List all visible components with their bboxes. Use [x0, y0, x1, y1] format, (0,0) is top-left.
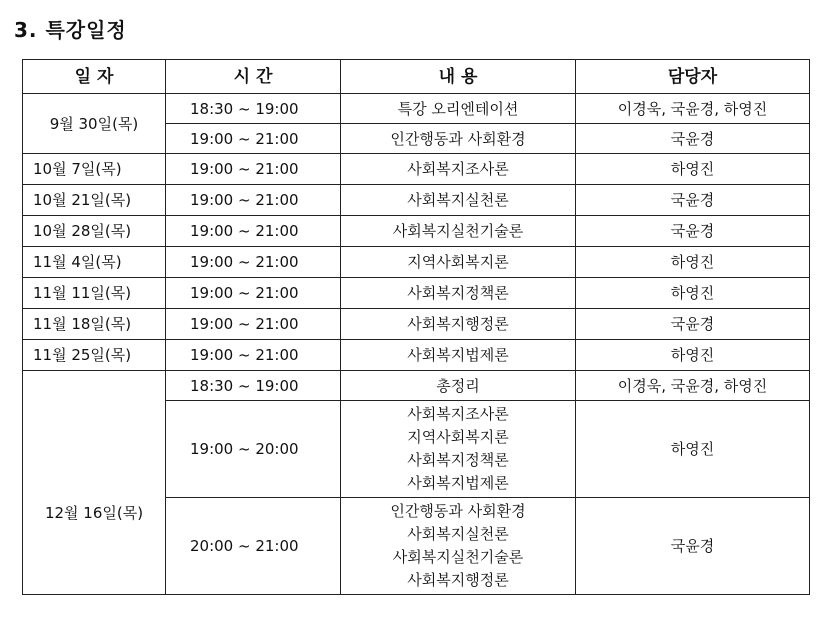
content-cell: 총정리	[341, 371, 576, 401]
content-line: 인간행동과 사회환경	[390, 502, 526, 520]
section-title: 3. 특강일정	[14, 18, 127, 42]
content-line: 사회복지행정론	[407, 571, 509, 589]
table-row	[23, 154, 810, 185]
content-cell: 사회복지조사론	[341, 154, 576, 185]
header-date: 일 자	[23, 60, 166, 94]
content-cell: 사회복지실천론	[341, 185, 576, 216]
content-line: 사회복지정책론	[407, 451, 509, 469]
table-row	[23, 216, 810, 247]
staff-cell: 이경욱, 국윤경, 하영진	[576, 94, 810, 124]
time-cell: 18:30 ~ 19:00	[166, 94, 341, 124]
date-cell: 11월 25일(목)	[23, 340, 166, 371]
time-cell: 19:00 ~ 21:00	[166, 185, 341, 216]
time-cell: 19:00 ~ 21:00	[166, 247, 341, 278]
time-cell: 20:00 ~ 21:00	[166, 498, 341, 595]
table-row	[23, 340, 810, 371]
table-row	[23, 247, 810, 278]
staff-cell: 국윤경	[576, 216, 810, 247]
date-cell: 9월 30일(목)	[23, 94, 166, 154]
staff-cell: 하영진	[576, 340, 810, 371]
table-row	[23, 309, 810, 340]
content-cell: 지역사회복지론	[341, 247, 576, 278]
time-cell: 19:00 ~ 21:00	[166, 154, 341, 185]
content-cell-multiline	[341, 498, 576, 595]
date-cell: 10월 7일(목)	[23, 154, 166, 185]
staff-cell: 이경욱, 국윤경, 하영진	[576, 371, 810, 401]
date-cell: 12월 16일(목)	[23, 371, 166, 595]
date-cell: 11월 11일(목)	[23, 278, 166, 309]
content-line: 사회복지실천기술론	[392, 548, 524, 566]
content-cell: 사회복지행정론	[341, 309, 576, 340]
content-line: 지역사회복지론	[407, 428, 509, 446]
header-staff: 담당자	[576, 60, 810, 94]
date-cell: 10월 21일(목)	[23, 185, 166, 216]
table-row	[23, 371, 810, 401]
staff-cell: 하영진	[576, 278, 810, 309]
staff-cell: 하영진	[576, 401, 810, 498]
content-cell: 사회복지실천기술론	[341, 216, 576, 247]
content-cell: 인간행동과 사회환경	[341, 124, 576, 154]
staff-cell: 하영진	[576, 247, 810, 278]
header-content: 내 용	[341, 60, 576, 94]
time-cell: 19:00 ~ 21:00	[166, 216, 341, 247]
date-cell: 10월 28일(목)	[23, 216, 166, 247]
staff-cell: 하영진	[576, 154, 810, 185]
time-cell: 19:00 ~ 21:00	[166, 278, 341, 309]
time-cell: 18:30 ~ 19:00	[166, 371, 341, 401]
lecture-schedule-table	[22, 59, 810, 595]
date-cell: 11월 18일(목)	[23, 309, 166, 340]
content-line: 사회복지실천론	[407, 525, 509, 543]
content-cell: 사회복지정책론	[341, 278, 576, 309]
table-row	[23, 94, 810, 124]
staff-cell: 국윤경	[576, 185, 810, 216]
time-cell: 19:00 ~ 21:00	[166, 309, 341, 340]
table-header-row	[23, 60, 810, 94]
content-cell: 사회복지법제론	[341, 340, 576, 371]
date-cell: 11월 4일(목)	[23, 247, 166, 278]
content-cell-multiline	[341, 401, 576, 498]
table-row	[23, 278, 810, 309]
content-cell: 특강 오리엔테이션	[341, 94, 576, 124]
staff-cell: 국윤경	[576, 124, 810, 154]
time-cell: 19:00 ~ 21:00	[166, 124, 341, 154]
header-time: 시 간	[166, 60, 341, 94]
staff-cell: 국윤경	[576, 309, 810, 340]
staff-cell: 국윤경	[576, 498, 810, 595]
table-row	[23, 185, 810, 216]
content-line: 사회복지법제론	[407, 474, 509, 492]
time-cell: 19:00 ~ 21:00	[166, 340, 341, 371]
time-cell: 19:00 ~ 20:00	[166, 401, 341, 498]
content-line: 사회복지조사론	[407, 405, 509, 423]
